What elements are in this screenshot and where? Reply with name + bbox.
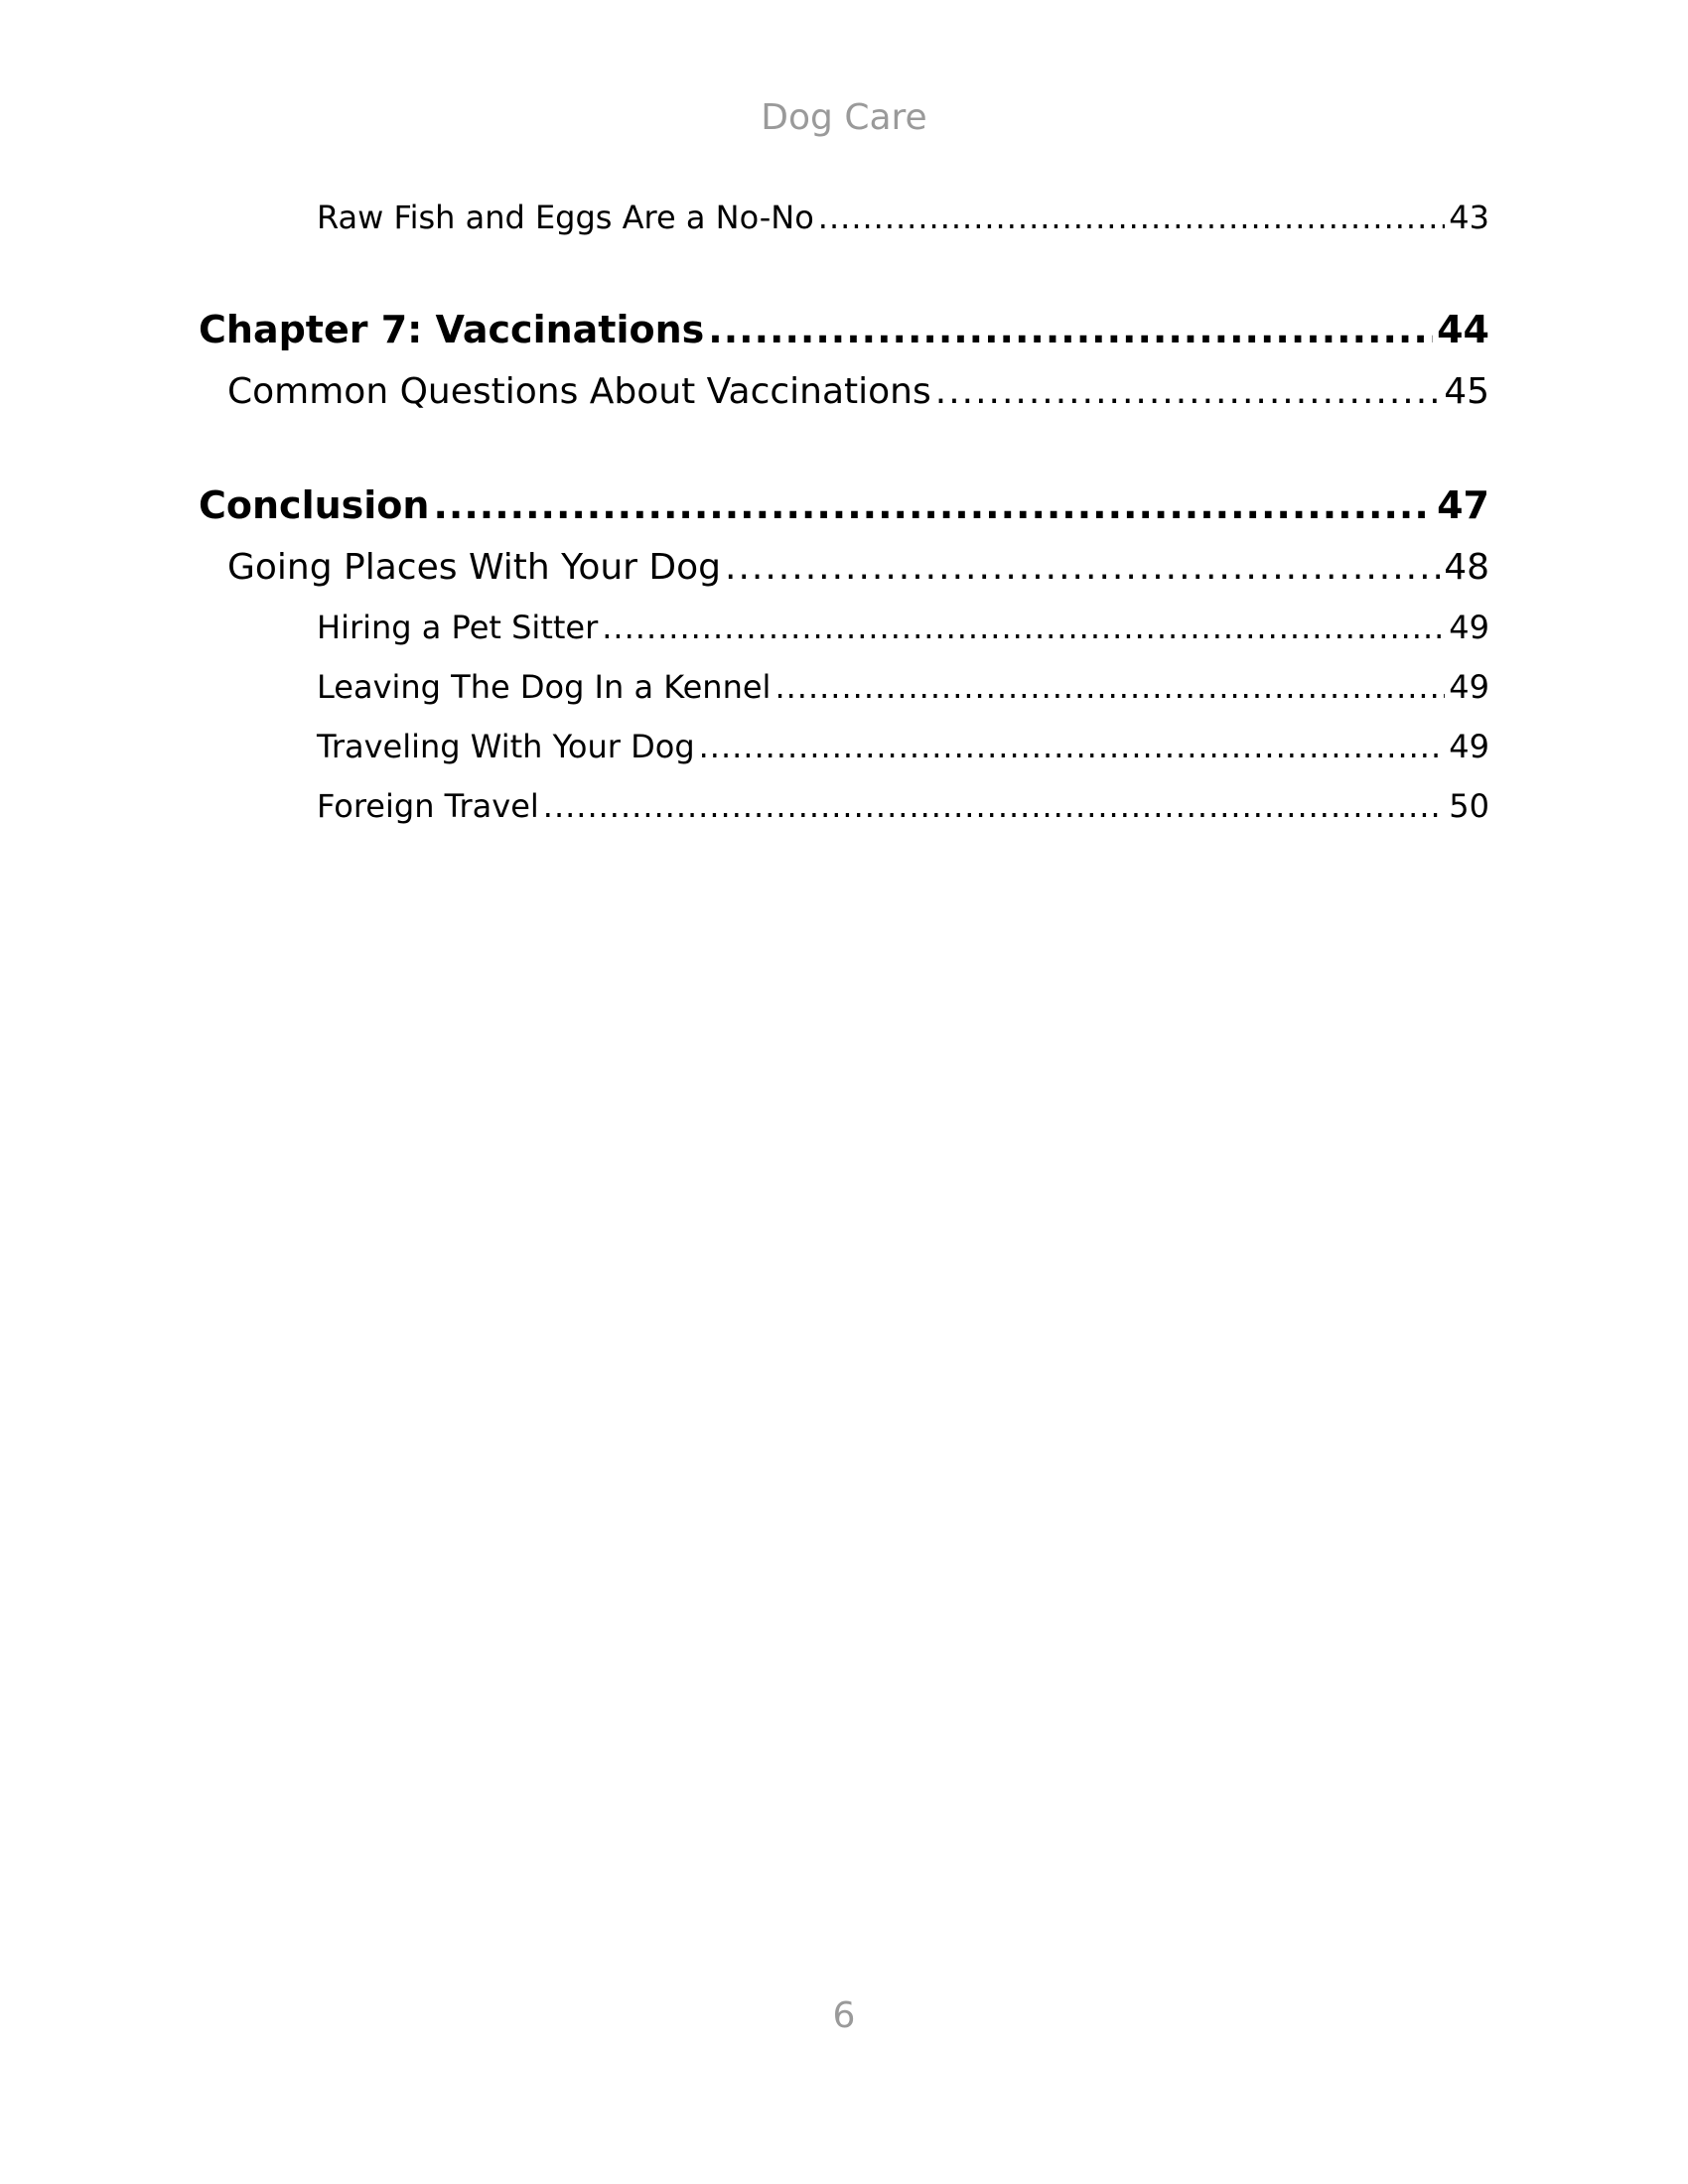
toc-entry-conclusion[interactable] [199, 483, 1489, 527]
toc-entry-page: 47 [1437, 483, 1489, 527]
toc-dot-leader [699, 728, 1446, 765]
toc-entry-traveling-with-dog[interactable] [317, 728, 1489, 765]
toc-entry-page: 48 [1444, 547, 1489, 588]
toc-entry-title: Conclusion [199, 483, 430, 527]
running-header: Dog Care [761, 97, 927, 138]
toc-entry-title: Raw Fish and Eggs Are a No-No [317, 199, 814, 236]
toc-entry-page: 49 [1449, 728, 1489, 765]
toc-entry-title: Going Places With Your Dog [227, 547, 722, 588]
toc-entry-title: Foreign Travel [317, 787, 539, 825]
toc-dot-leader [774, 668, 1445, 706]
toc-entry-foreign-travel[interactable] [317, 787, 1489, 825]
toc-entry-title: Chapter 7: Vaccinations [199, 308, 705, 351]
toc-entry-title: Leaving The Dog In a Kennel [317, 668, 772, 706]
toc-dot-leader [818, 199, 1445, 236]
toc-entry-title: Traveling With Your Dog [317, 728, 695, 765]
toc-entry-hiring-pet-sitter[interactable] [317, 609, 1489, 646]
toc-entry-page: 49 [1449, 668, 1489, 706]
toc-entry-page: 44 [1437, 308, 1489, 351]
toc-dot-leader [433, 483, 1433, 527]
toc-entry-page: 50 [1449, 787, 1489, 825]
toc-entry-page: 45 [1444, 371, 1489, 412]
toc-entry-raw-fish-and-eggs[interactable] [317, 199, 1489, 236]
toc-entry-page: 43 [1449, 199, 1489, 236]
toc-entry-page: 49 [1449, 609, 1489, 646]
toc-dot-leader [543, 787, 1446, 825]
toc-entry-title: Common Questions About Vaccinations [227, 371, 931, 412]
toc-entry-leaving-dog-in-kennel[interactable] [317, 668, 1489, 706]
page-number: 6 [832, 1995, 856, 2036]
toc-entry-going-places[interactable] [227, 547, 1489, 588]
toc-dot-leader [602, 609, 1445, 646]
toc-entry-title: Hiring a Pet Sitter [317, 609, 599, 646]
toc-entry-chapter-7-vaccinations[interactable] [199, 308, 1489, 351]
toc-entry-common-questions[interactable] [227, 371, 1489, 412]
toc-dot-leader [725, 547, 1440, 588]
toc-dot-leader [708, 308, 1433, 351]
toc-dot-leader [935, 371, 1440, 412]
